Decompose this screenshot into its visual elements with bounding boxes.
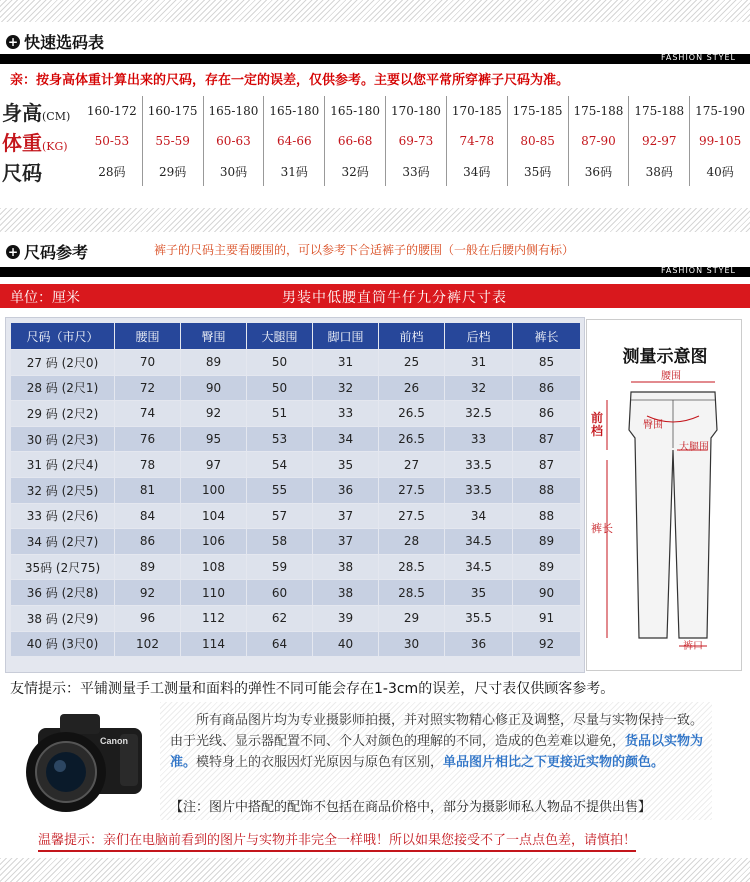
top-hatch xyxy=(0,0,750,22)
measurement-cell: 33.5 xyxy=(445,452,513,478)
height-cell: 175-188 xyxy=(629,96,690,126)
measurement-cell: 37 xyxy=(313,529,379,555)
size-label-cell: 32 码 (2尺5) xyxy=(11,477,115,503)
height-cell: 165-180 xyxy=(325,96,386,126)
size-label-cell: 38 码 (2尺9) xyxy=(11,605,115,631)
measurement-cell: 36 xyxy=(313,477,379,503)
size-notice: 亲：按身高体重计算出来的尺码，存在一定的误差，仅供参考。主要以您平常所穿裤子尺码为准。 xyxy=(10,73,570,88)
measurement-cell: 86 xyxy=(513,401,581,427)
measurement-cell: 92 xyxy=(181,401,247,427)
measurement-cell: 108 xyxy=(181,554,247,580)
height-cell: 160-175 xyxy=(142,96,203,126)
size-header: 尺码 xyxy=(2,160,42,185)
weight-cell: 69-73 xyxy=(386,126,447,156)
measurement-cell: 100 xyxy=(181,477,247,503)
table-row xyxy=(11,477,581,503)
quick-size-title-text: 快速选码表 xyxy=(24,33,105,52)
measurement-cell: 55 xyxy=(247,477,313,503)
size-cell: 35码 xyxy=(507,156,568,186)
table-row xyxy=(11,529,581,555)
table-row xyxy=(11,452,581,478)
mid-hatch xyxy=(0,208,750,232)
size-label-cell: 36 码 (2尺8) xyxy=(11,580,115,606)
measurement-cell: 34.5 xyxy=(445,529,513,555)
size-table xyxy=(10,322,581,657)
table-row xyxy=(11,350,581,376)
measurement-cell: 112 xyxy=(181,605,247,631)
size-cell: 32码 xyxy=(325,156,386,186)
measurement-cell: 51 xyxy=(247,401,313,427)
weight-header: 体重(KG) xyxy=(2,130,68,155)
measurement-cell: 95 xyxy=(181,426,247,452)
measurement-cell: 53 xyxy=(247,426,313,452)
size-cell: 34码 xyxy=(446,156,507,186)
measurement-cell: 106 xyxy=(181,529,247,555)
measurement-cell: 37 xyxy=(313,503,379,529)
table-row xyxy=(11,401,581,427)
measurement-diagram xyxy=(586,319,742,671)
weight-cell: 50-53 xyxy=(82,126,142,156)
measurement-cell: 57 xyxy=(247,503,313,529)
weight-cell: 87-90 xyxy=(568,126,629,156)
camera-icon xyxy=(8,700,153,818)
measurement-cell: 60 xyxy=(247,580,313,606)
measurement-cell: 26.5 xyxy=(379,401,445,427)
col-header: 前档 xyxy=(379,323,445,350)
size-label-cell: 35码 (2尺75) xyxy=(11,554,115,580)
measurement-cell: 88 xyxy=(513,477,581,503)
measurement-cell: 96 xyxy=(115,605,181,631)
measurement-cell: 88 xyxy=(513,503,581,529)
camera-image xyxy=(8,700,153,818)
measurement-cell: 86 xyxy=(115,529,181,555)
measurement-cell: 78 xyxy=(115,452,181,478)
size-reference-title-text: 尺码参考 xyxy=(24,243,89,262)
size-label-cell: 31 码 (2尺4) xyxy=(11,452,115,478)
measurement-cell: 76 xyxy=(115,426,181,452)
col-header: 脚口围 xyxy=(313,323,379,350)
size-label-cell: 29 码 (2尺2) xyxy=(11,401,115,427)
measurement-cell: 110 xyxy=(181,580,247,606)
height-row xyxy=(0,96,750,126)
measurement-cell: 33.5 xyxy=(445,477,513,503)
measurement-cell: 85 xyxy=(513,350,581,376)
measurement-cell: 34 xyxy=(445,503,513,529)
measurement-cell: 30 xyxy=(379,631,445,657)
measurement-cell: 26 xyxy=(379,375,445,401)
measurement-cell: 62 xyxy=(247,605,313,631)
col-header: 后档 xyxy=(445,323,513,350)
size-cell: 36码 xyxy=(568,156,629,186)
size-row xyxy=(0,156,750,186)
photo-info-box xyxy=(160,702,712,820)
weight-cell: 64-66 xyxy=(264,126,325,156)
size-cell: 30码 xyxy=(203,156,264,186)
measurement-cell: 87 xyxy=(513,426,581,452)
plus-circle-icon: + xyxy=(7,34,19,49)
size-label-cell: 28 码 (2尺1) xyxy=(11,375,115,401)
size-cell: 33码 xyxy=(386,156,447,186)
height-header: 身高(CM) xyxy=(2,100,71,125)
measurement-cell: 34.5 xyxy=(445,554,513,580)
bottom-hatch xyxy=(0,858,750,882)
size-cell: 38码 xyxy=(629,156,690,186)
table-row xyxy=(11,580,581,606)
camera-brand: Canon xyxy=(100,736,128,746)
measurement-cell: 58 xyxy=(247,529,313,555)
measurement-cell: 27.5 xyxy=(379,477,445,503)
measurement-cell: 29 xyxy=(379,605,445,631)
quick-size-table xyxy=(0,96,750,186)
measurement-cell: 74 xyxy=(115,401,181,427)
height-cell: 175-188 xyxy=(568,96,629,126)
table-row xyxy=(11,375,581,401)
col-header: 尺码（市尺） xyxy=(11,323,115,350)
measurement-cell: 92 xyxy=(115,580,181,606)
fashion-bar-2 xyxy=(0,267,750,277)
measurement-cell: 97 xyxy=(181,452,247,478)
weight-cell: 60-63 xyxy=(203,126,264,156)
measurement-cell: 102 xyxy=(115,631,181,657)
height-cell: 165-180 xyxy=(203,96,264,126)
col-header: 臀围 xyxy=(181,323,247,350)
measurement-cell: 32 xyxy=(445,375,513,401)
measurement-cell: 89 xyxy=(513,554,581,580)
measurement-cell: 38 xyxy=(313,554,379,580)
measurement-cell: 32 xyxy=(313,375,379,401)
unit-label: 单位：厘米 xyxy=(10,290,80,306)
diagram-title: 测量示意图 xyxy=(622,347,708,367)
measurement-cell: 89 xyxy=(513,529,581,555)
measurement-tip: 友情提示：平铺测量手工测量和面料的弹性不同可能会存在1-3cm的误差，尺寸表仅供顾客参考。 xyxy=(10,681,615,697)
measurement-cell: 89 xyxy=(115,554,181,580)
height-cell: 170-185 xyxy=(446,96,507,126)
measurement-cell: 70 xyxy=(115,350,181,376)
measurement-cell: 25 xyxy=(379,350,445,376)
length-label: 裤长 xyxy=(591,522,613,535)
height-cell: 165-180 xyxy=(264,96,325,126)
fashion-label-2: FASHION STYEL xyxy=(661,266,736,275)
size-label-cell: 33 码 (2尺6) xyxy=(11,503,115,529)
measurement-cell: 34 xyxy=(313,426,379,452)
size-label-cell: 40 码 (3尺0) xyxy=(11,631,115,657)
measurement-cell: 32.5 xyxy=(445,401,513,427)
col-header: 裤长 xyxy=(513,323,581,350)
measurement-cell: 31 xyxy=(313,350,379,376)
measurement-cell: 27.5 xyxy=(379,503,445,529)
measurement-cell: 81 xyxy=(115,477,181,503)
measurement-cell: 31 xyxy=(445,350,513,376)
table-row xyxy=(11,426,581,452)
col-header: 大腿围 xyxy=(247,323,313,350)
size-cell: 28码 xyxy=(82,156,142,186)
size-label-cell: 27 码 (2尺0) xyxy=(11,350,115,376)
measurement-cell: 91 xyxy=(513,605,581,631)
measurement-cell: 50 xyxy=(247,350,313,376)
weight-cell: 66-68 xyxy=(325,126,386,156)
measurement-cell: 33 xyxy=(313,401,379,427)
table-row xyxy=(11,554,581,580)
weight-cell: 92-97 xyxy=(629,126,690,156)
measurement-cell: 90 xyxy=(181,375,247,401)
accessory-note: 【注：图片中搭配的配饰不包括在商品价格中，部分为摄影师私人物品不提供出售】 xyxy=(170,800,652,815)
measurement-cell: 72 xyxy=(115,375,181,401)
measurement-cell: 86 xyxy=(513,375,581,401)
height-cell: 175-190 xyxy=(695,104,746,118)
fashion-label-1: FASHION STYEL xyxy=(661,53,736,62)
height-cell: 170-180 xyxy=(386,96,447,126)
measurement-cell: 35.5 xyxy=(445,605,513,631)
measurement-cell: 36 xyxy=(445,631,513,657)
measurement-cell: 90 xyxy=(513,580,581,606)
measurement-cell: 92 xyxy=(513,631,581,657)
size-cell: 40码 xyxy=(706,164,734,179)
weight-cell: 55-59 xyxy=(142,126,203,156)
measurement-cell: 50 xyxy=(247,375,313,401)
size-label-cell: 30 码 (2尺3) xyxy=(11,426,115,452)
measurement-cell: 114 xyxy=(181,631,247,657)
measurement-cell: 39 xyxy=(313,605,379,631)
weight-cell: 74-78 xyxy=(446,126,507,156)
waist-label: 腰围 xyxy=(661,371,681,382)
size-chart-header xyxy=(0,284,750,308)
measurement-cell: 84 xyxy=(115,503,181,529)
color-difference-warning: 温馨提示：亲们在电脑前看到的图片与实物并非完全一样哦！所以如果您接受不了一点点色差，请慎拍！ xyxy=(38,829,636,852)
height-cell: 160-172 xyxy=(82,96,142,126)
fashion-bar-1 xyxy=(0,54,750,64)
thigh-label: 大腿围 xyxy=(679,442,709,453)
size-cell: 29码 xyxy=(142,156,203,186)
plus-circle-icon: + xyxy=(7,244,19,259)
measurement-cell: 87 xyxy=(513,452,581,478)
weight-cell: 80-85 xyxy=(507,126,568,156)
measurement-cell: 54 xyxy=(247,452,313,478)
table-row xyxy=(11,605,581,631)
front-rise-label: 前档 xyxy=(591,411,604,438)
measurement-cell: 104 xyxy=(181,503,247,529)
photo-info-text: 所有商品图片均为专业摄影师拍摄，并对照实物精心修正及调整，尽量与实物保持一致。由于光线、显示器配置不同、个人对颜色的理解的不同，造成的色差难以避免，货品以实物为准。模特身上的衣服因灯光原因与原色有区别，单品图片相比之下更接近实物的颜色。 xyxy=(170,713,704,770)
size-chart-title: 男装中低腰直筒牛仔九分裤尺寸表 xyxy=(282,290,507,306)
measurement-cell: 89 xyxy=(181,350,247,376)
size-cell: 31码 xyxy=(264,156,325,186)
measurement-cell: 35 xyxy=(313,452,379,478)
measurement-cell: 28 xyxy=(379,529,445,555)
size-reference-note: 裤子的尺码主要看腰围的，可以参考下合适裤子的腰围（一般在后腰内侧有标） xyxy=(154,243,575,257)
measurement-cell: 27 xyxy=(379,452,445,478)
height-cell: 175-185 xyxy=(507,96,568,126)
measurement-cell: 26.5 xyxy=(379,426,445,452)
measurement-cell: 28.5 xyxy=(379,580,445,606)
weight-row xyxy=(0,126,750,156)
measurement-cell: 35 xyxy=(445,580,513,606)
measurement-cell: 38 xyxy=(313,580,379,606)
measurement-cell: 28.5 xyxy=(379,554,445,580)
size-reference-title xyxy=(6,240,88,263)
size-label-cell: 34 码 (2尺7) xyxy=(11,529,115,555)
measurement-cell: 64 xyxy=(247,631,313,657)
measurement-cell: 40 xyxy=(313,631,379,657)
measurement-cell: 33 xyxy=(445,426,513,452)
weight-cell: 99-105 xyxy=(698,134,742,148)
col-header: 腰围 xyxy=(115,323,181,350)
quick-size-title xyxy=(6,30,104,53)
table-row xyxy=(11,503,581,529)
table-row xyxy=(11,631,581,657)
hem-label: 裤口 xyxy=(683,641,703,652)
hip-label: 臀围 xyxy=(643,420,663,431)
measurement-cell: 59 xyxy=(247,554,313,580)
